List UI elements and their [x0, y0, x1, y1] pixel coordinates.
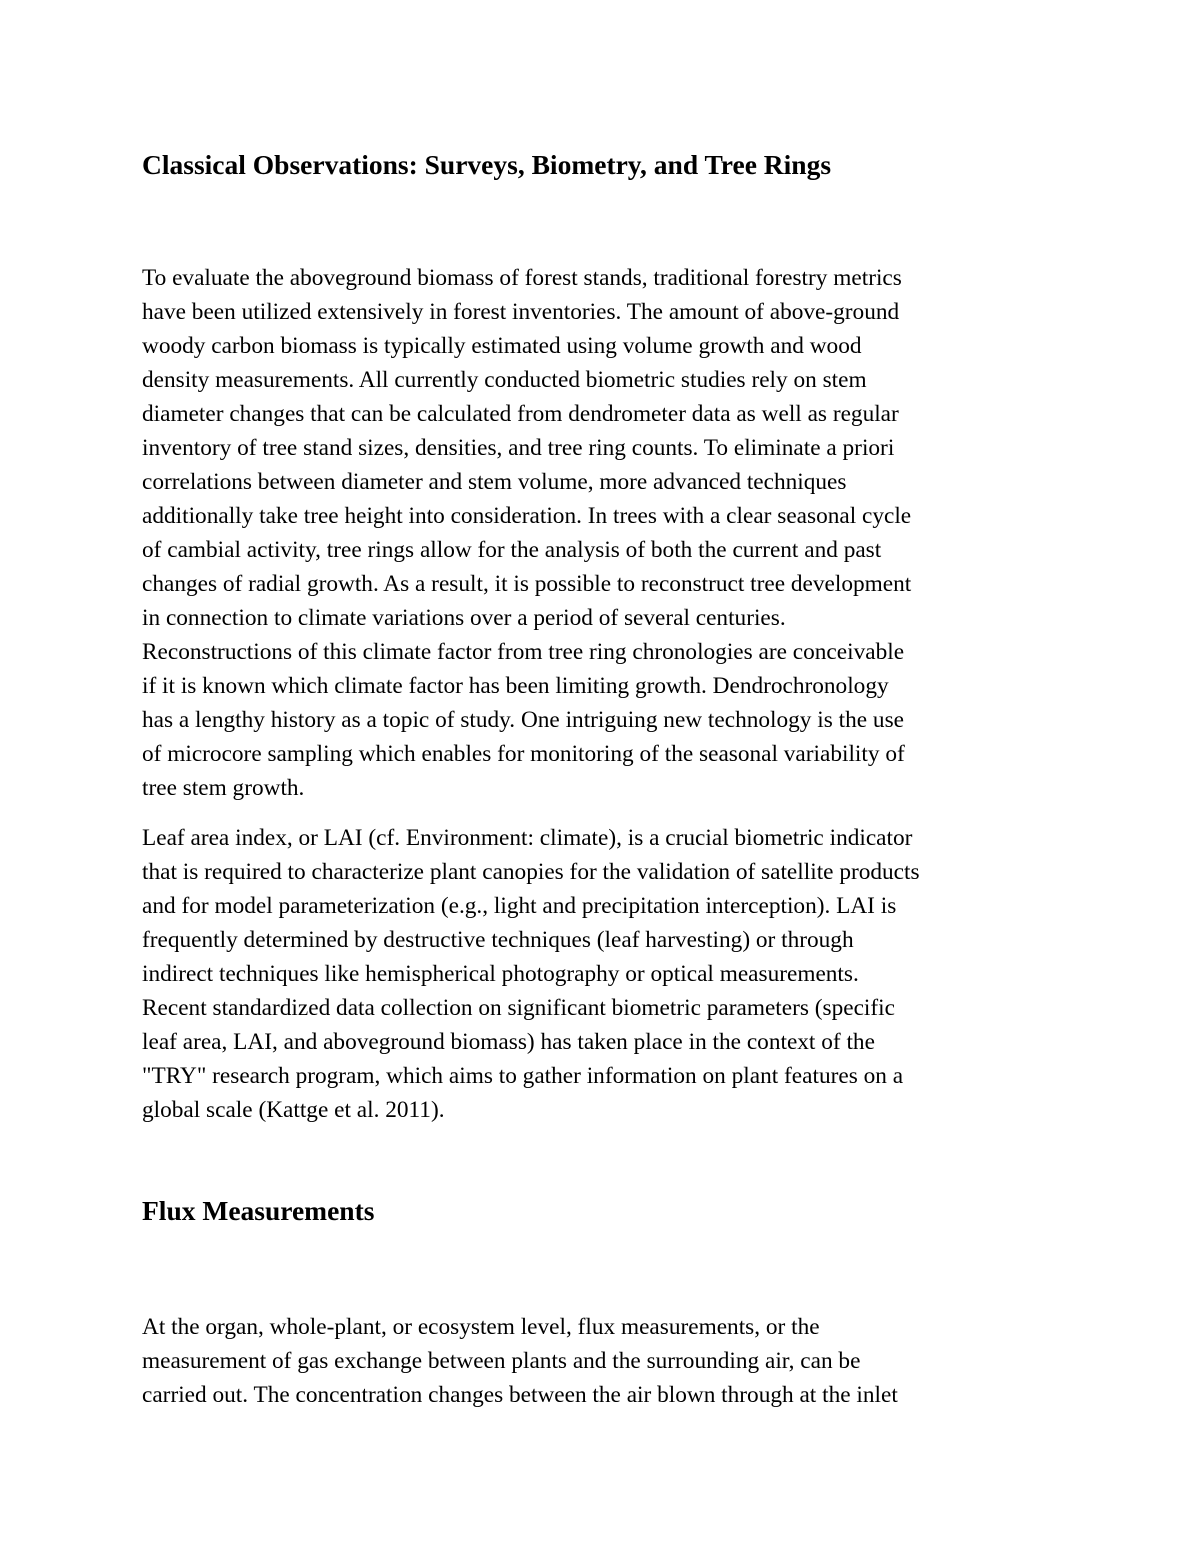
- paragraph-leaf-area-index: [142, 821, 1072, 1127]
- text-line: if it is known which climate factor has been limiting growth. Dendrochronology: [142, 673, 889, 699]
- text-line: indirect techniques like hemispherical photography or optical measurements.: [142, 961, 859, 987]
- text-line: To evaluate the aboveground biomass of forest stands, traditional forestry metrics: [142, 265, 902, 291]
- text-line: "TRY" research program, which aims to gather information on plant features on a: [142, 1063, 904, 1089]
- text-line: changes of radial growth. As a result, it is possible to reconstruct tree development: [142, 571, 912, 597]
- text-line: diameter changes that can be calculated from dendrometer data as well as regular: [142, 401, 899, 427]
- text-line: of microcore sampling which enables for monitoring of the seasonal variability of: [142, 741, 905, 767]
- text-line: in connection to climate variations over a period of several centuries.: [142, 605, 786, 631]
- text-line: carried out. The concentration changes between the air blown through at the inlet: [142, 1382, 898, 1408]
- text-line: woody carbon biomass is typically estimated using volume growth and wood: [142, 333, 862, 359]
- text-line: tree stem growth.: [142, 775, 305, 801]
- text-line: leaf area, LAI, and aboveground biomass) has taken place in the context of the: [142, 1029, 875, 1055]
- text-line: Reconstructions of this climate factor from tree ring chronologies are conceivable: [142, 639, 905, 665]
- text-line: has a lengthy history as a topic of study. One intriguing new technology is the use: [142, 707, 904, 733]
- text-line: correlations between diameter and stem volume, more advanced techniques: [142, 469, 847, 495]
- paragraph-flux-measurements: [142, 1310, 1072, 1412]
- text-line: have been utilized extensively in forest inventories. The amount of above-ground: [142, 299, 900, 325]
- text-line: inventory of tree stand sizes, densities, and tree ring counts. To eliminate a priori: [142, 435, 895, 461]
- text-line: measurement of gas exchange between plants and the surrounding air, can be: [142, 1348, 861, 1374]
- text-line: and for model parameterization (e.g., light and precipitation interception). LAI is: [142, 893, 897, 919]
- section-heading-classical-observations: Classical Observations: Surveys, Biometry, and Tree Rings: [142, 149, 832, 180]
- text-line: Recent standardized data collection on significant biometric parameters (specific: [142, 995, 895, 1021]
- text-line: frequently determined by destructive techniques (leaf harvesting) or through: [142, 927, 854, 953]
- paragraph-biomass-inventory: [142, 261, 1072, 805]
- text-line: Leaf area index, or LAI (cf. Environment: climate), is a crucial biometric indicator: [142, 825, 913, 851]
- text-line: additionally take tree height into consideration. In trees with a clear seasonal cycle: [142, 503, 912, 529]
- text-line: At the organ, whole-plant, or ecosystem level, flux measurements, or the: [142, 1314, 820, 1340]
- text-line: global scale (Kattge et al. 2011).: [142, 1097, 445, 1123]
- text-line: of cambial activity, tree rings allow for the analysis of both the current and past: [142, 537, 882, 563]
- section-heading-flux-measurements: Flux Measurements: [142, 1195, 375, 1226]
- text-line: density measurements. All currently conducted biometric studies rely on stem: [142, 367, 867, 393]
- text-line: that is required to characterize plant canopies for the validation of satellite products: [142, 859, 920, 885]
